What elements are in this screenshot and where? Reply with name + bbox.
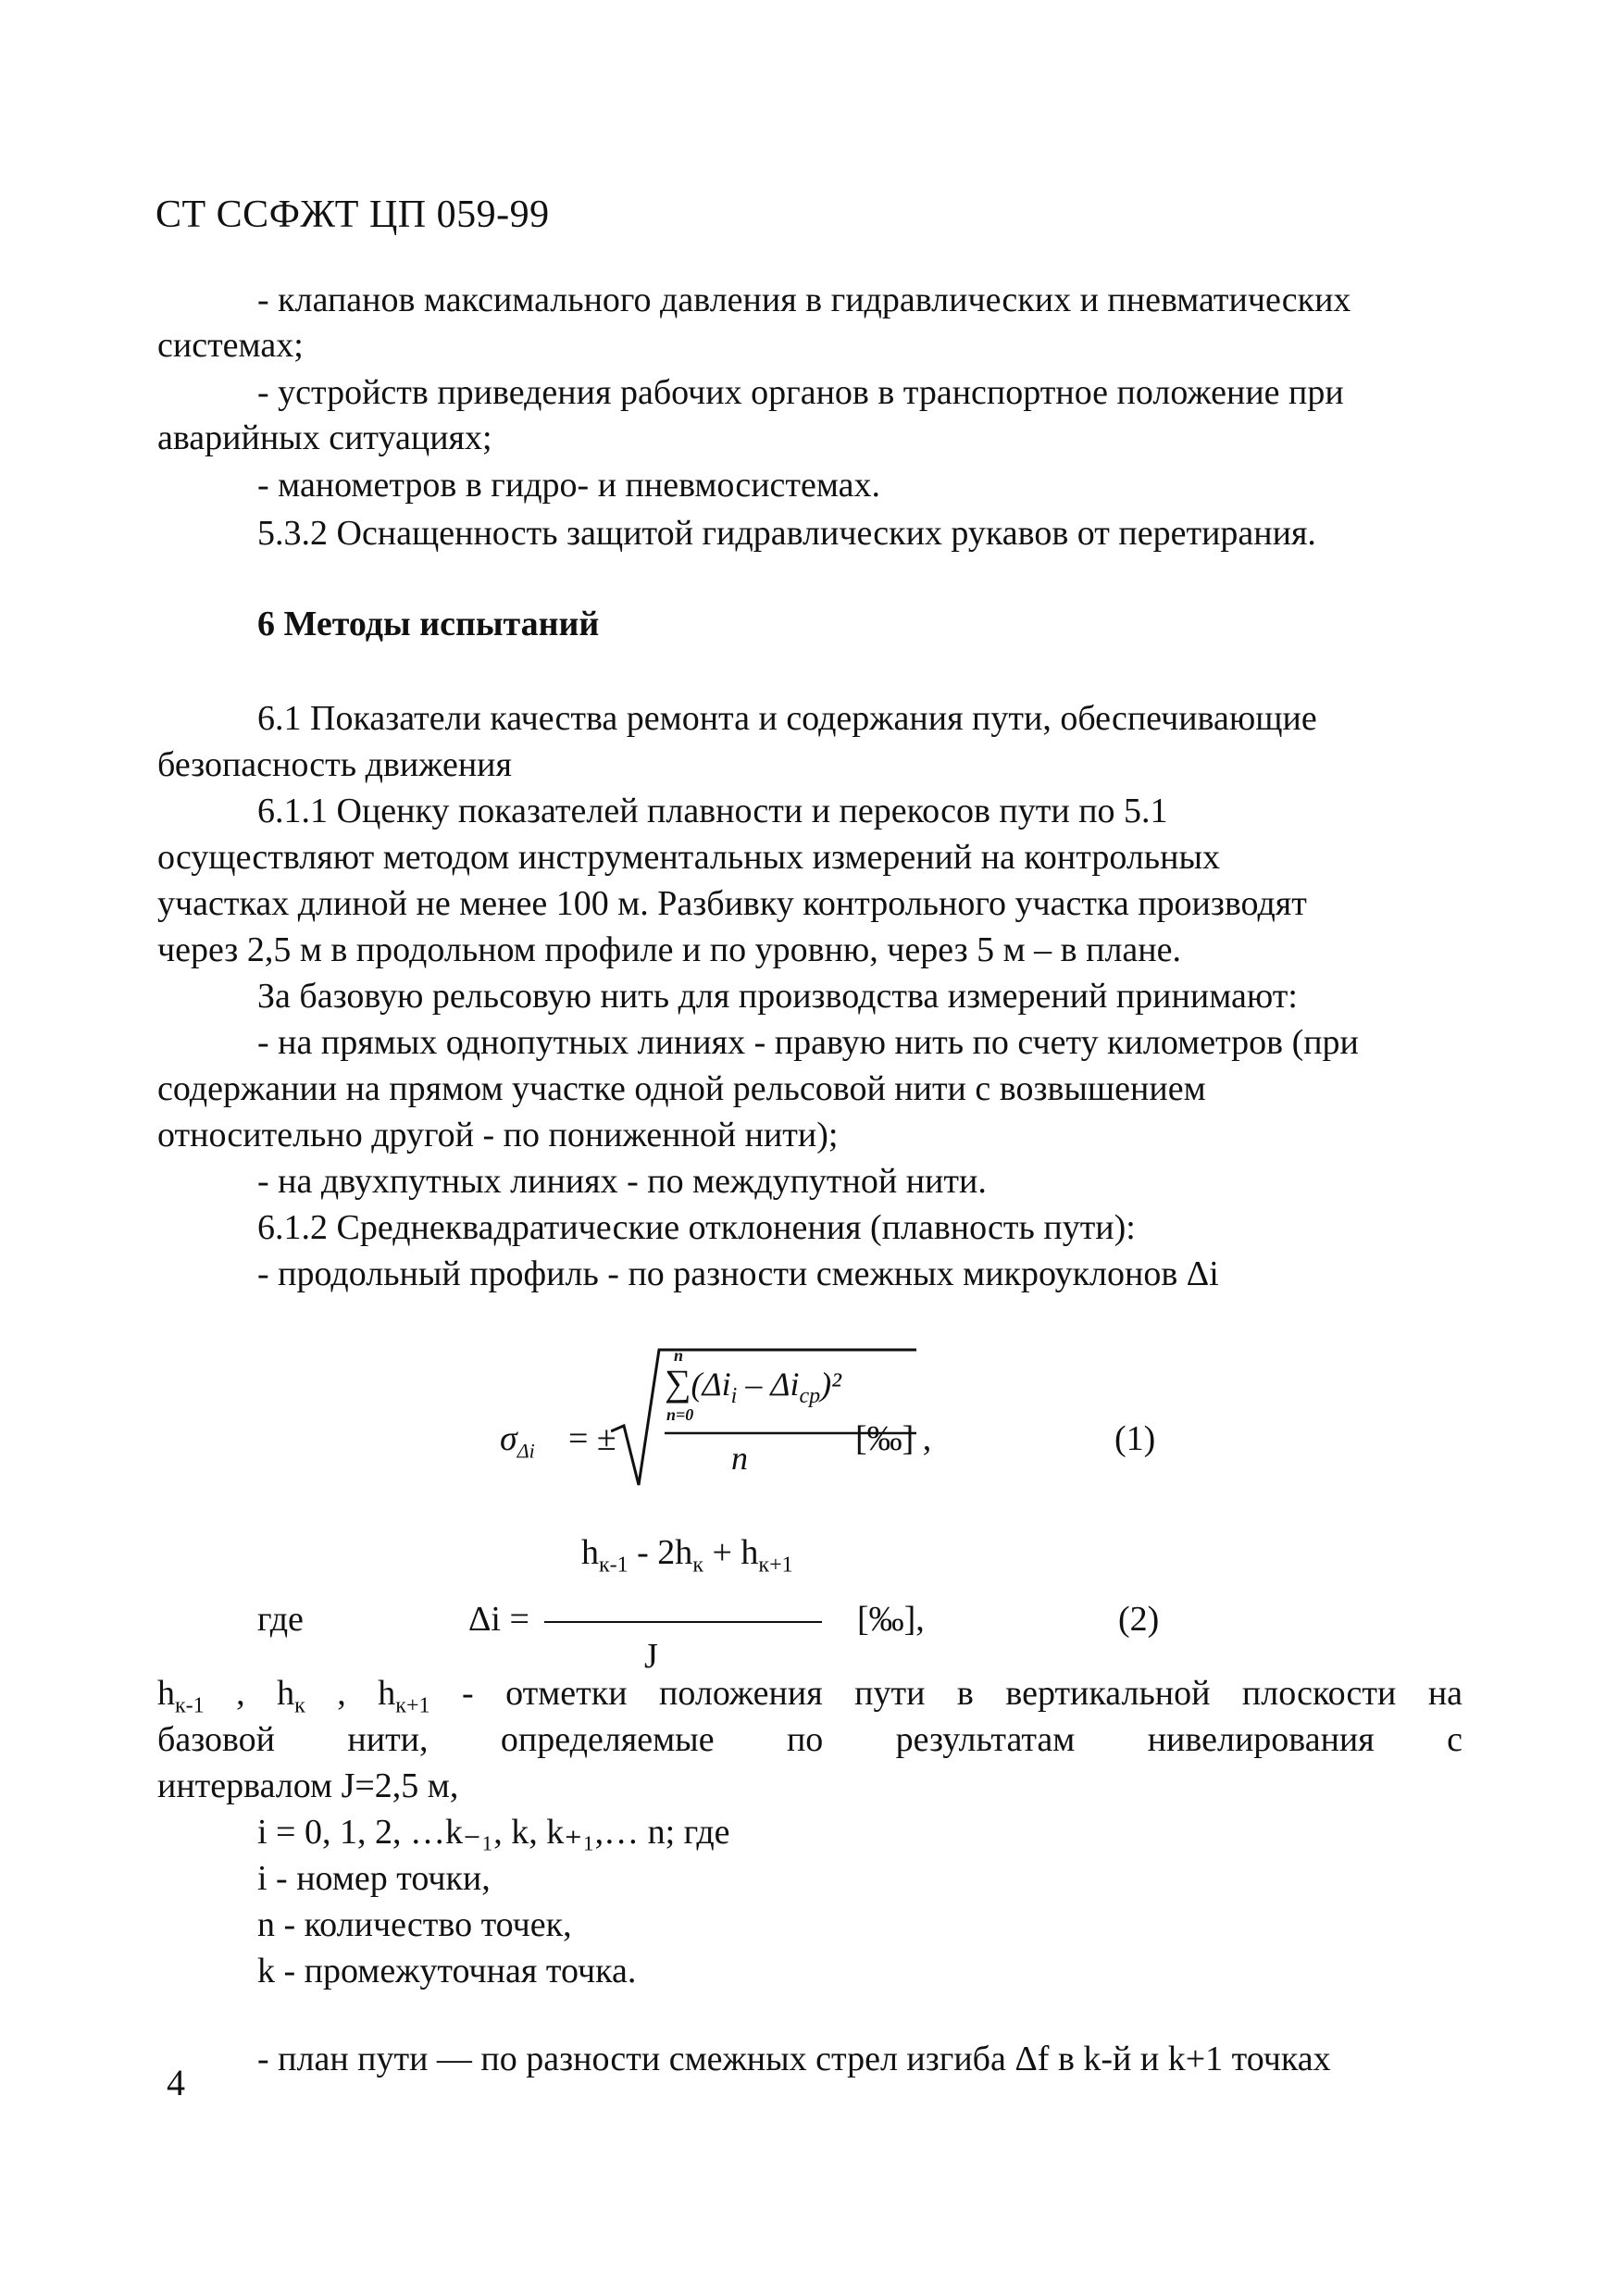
- formula-unit: [‰] ,: [855, 1419, 932, 1458]
- text-line: n - количество точек,: [257, 1905, 572, 1944]
- document-code: СТ ССФЖТ ЦП 059-99: [156, 193, 550, 236]
- text-line: $h_{к-1}$ , $h_к$ , $h_{к+1}$ - отметки положения пути в вертикальной плоскости на: [157, 1674, 1463, 1718]
- text-line: содержании на прямом участке одной рельсовой нити с возвышением: [157, 1069, 1206, 1108]
- formula-sigma: $\sigma_{\Delta i}$: [500, 1419, 535, 1463]
- sum-lower-limit: n=0: [666, 1405, 694, 1424]
- text-line: аварийных ситуациях;: [157, 418, 492, 457]
- text-line: - план пути — по разности смежных стрел изгиба Δf в k-й и k+1 точках: [257, 2040, 1331, 2078]
- text-line: i - номер точки,: [257, 1859, 491, 1898]
- text-line: 6.1 Показатели качества ремонта и содержания пути, обеспечивающие: [257, 699, 1317, 738]
- text-line: участках длиной не менее 100 м. Разбивку контрольного участка производят: [157, 884, 1307, 923]
- equation-number: (2): [1118, 1600, 1160, 1639]
- text-line: интервалом J=2,5 м,: [157, 1766, 459, 1805]
- text-line: - продольный профиль - по разности смежных микроуклонов Δi: [257, 1254, 1219, 1293]
- section-heading: 6 Методы испытаний: [257, 605, 600, 643]
- formula-numerator: $\sum(\Delta i_i - \Delta i_{cp})^2$: [665, 1362, 841, 1409]
- text-line: безопасность движения: [157, 745, 512, 784]
- formula-lhs: Δi =: [468, 1600, 529, 1639]
- page-number: 4: [167, 2062, 185, 2103]
- formula-numerator: $h_{к-1} - 2h_к + h_{к+1}$: [581, 1533, 793, 1578]
- text-line: За базовую рельсовую нить для производства измерений принимают:: [257, 977, 1298, 1016]
- text-line: k - промежуточная точка.: [257, 1952, 637, 1990]
- text-line: 6.1.1 Оценку показателей плавности и перекосов пути по 5.1: [257, 792, 1168, 830]
- h-symbols: $h_{к-1}$ , $h_к$ , $h_{к+1}$: [157, 1674, 430, 1718]
- text-line: 5.3.2 Оснащенность защитой гидравлических рукавов от перетирания.: [257, 514, 1316, 553]
- formula-2: [257, 1532, 1461, 1676]
- text-line: системах;: [157, 326, 304, 365]
- text-line: через 2,5 м в продольном профиле и по уровню, через 5 м – в плане.: [157, 930, 1181, 969]
- text-line: 6.1.2 Среднеквадратические отклонения (плавность пути):: [257, 1208, 1136, 1247]
- sum-upper-limit: n: [674, 1346, 684, 1365]
- text-line: - клапанов максимального давления в гидравлических и пневматических: [257, 281, 1351, 319]
- text-line: - на прямых однопутных линиях - правую нить по счету километров (при: [257, 1023, 1359, 1062]
- text-line: - манометров в гидро- и пневмосистемах.: [257, 466, 881, 505]
- formula-denominator: J: [644, 1637, 658, 1676]
- formula-1: [500, 1333, 1333, 1491]
- equation-number: (1): [1114, 1419, 1156, 1458]
- text-line: относительно другой - по пониженной нити);: [157, 1116, 839, 1154]
- fraction-line: [544, 1621, 822, 1623]
- where-label: где: [257, 1600, 304, 1639]
- text-line: осуществляют методом инструментальных измерений на контрольных: [157, 838, 1220, 877]
- text-line: - на двухпутных линиях - по междупутной нити.: [257, 1162, 987, 1201]
- formula-plus-minus: = ±: [568, 1419, 616, 1458]
- formula-denominator: n: [731, 1440, 748, 1477]
- text-line: базовой нити, определяемые по результатам нивелирования с: [157, 1720, 1462, 1759]
- text-line: i = 0, 1, 2, …k₋₁, k, k₊₁,… n; где: [257, 1813, 730, 1852]
- text-line: - устройств приведения рабочих органов в транспортное положение при: [257, 373, 1344, 412]
- formula-unit: [‰],: [857, 1600, 925, 1639]
